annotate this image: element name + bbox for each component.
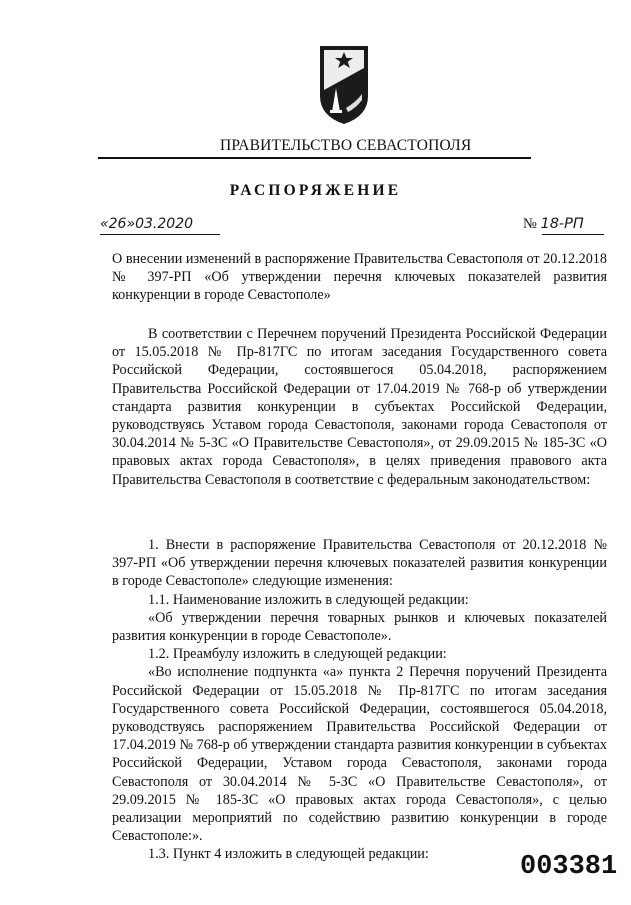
date-close-quote: » — [126, 216, 136, 232]
document-number — [523, 216, 584, 233]
serial-number: 003381 — [520, 852, 618, 882]
date-day: 26 — [108, 216, 127, 232]
preamble-paragraph: В соответствии с Перечнем поручений Президента Российской Федерации от 15.05.2018 № Пр-817ГС по итогам заседания Государственного совета Российской Федерации, состоявшегося 05.04.2018, распоряжением Правительства Российской Федерации от 17.04.2019 № 768-р об утверждении стандарта развития конкуренции в субъектах Российской Федерации, руководствуясь Уставом города Севастополя, законами города Севастополя от 30.04.2014 № 5-ЗС «О Правительстве Севастополя», от 29.09.2015 № 185-ЗС «О правовых актах города Севастополя», в целях приведения правового акта Правительства Севастополя в соответствие с федеральным законодательством: — [112, 326, 607, 488]
item-paragraph: 1.2. Преамбулу изложить в следующей редакции: — [148, 646, 447, 663]
coat-of-arms-emblem — [318, 44, 370, 126]
item-paragraph: «Во исполнение подпункта «а» пункта 2 Перечня поручений Президента Российской Федерации от 15.05.2018 № Пр-817ГС по итогам заседания Государственного совета Российской Федерации, состоявшегося 05.04.2018, руководствуясь распоряжением Правительства Российской Федерации от 17.04.2019 № 768-р об утверждении стандарта развития конкуренции в субъектах Российской Федерации, Уставом города Севастополя, законами города Севастополя от 30.04.2014 № 5-ЗС «О Правительстве Севастополя», от 29.09.2015 № 185-ЗС «О правовых актах города Севастополя», с целью реализации мероприятий по содействию развитию конкуренции в городе Севастополе:». — [112, 664, 607, 845]
header-divider — [98, 157, 531, 159]
item-paragraph: 1. Внести в распоряжение Правительства Севастополя от 20.12.2018 № 397-РП «Об утверждении перечня ключевых показателей развития конкуренции в городе Севастополе» следующие изменения: — [112, 537, 607, 590]
number-sign: № — [523, 216, 537, 232]
date-open-quote: « — [100, 216, 109, 232]
document-type-heading: РАСПОРЯЖЕНИЕ — [229, 182, 402, 199]
item-paragraph: 1.3. Пункт 4 изложить в следующей редакции: — [148, 846, 429, 863]
items-block — [112, 536, 607, 864]
number-value: 18-РП — [540, 216, 584, 232]
document-subject: О внесении изменений в распоряжение Правительства Севастополя от 20.12.2018 № 397-РП «Об утверждении перечня ключевых показателей развития конкуренции в городе Севастополе» — [112, 251, 607, 304]
item-paragraph: 1.1. Наименование изложить в следующей редакции: — [148, 591, 469, 608]
organization-title: ПРАВИТЕЛЬСТВО СЕВАСТОПОЛЯ — [220, 137, 472, 154]
item-paragraph: «Об утверждении перечня товарных рынков и ключевых показателей развития конкуренции в городе Севастополе». — [112, 609, 607, 645]
date-underline — [100, 234, 220, 235]
number-underline — [542, 234, 604, 235]
document-date — [100, 216, 193, 233]
date-month-year: 03.2020 — [135, 216, 194, 232]
